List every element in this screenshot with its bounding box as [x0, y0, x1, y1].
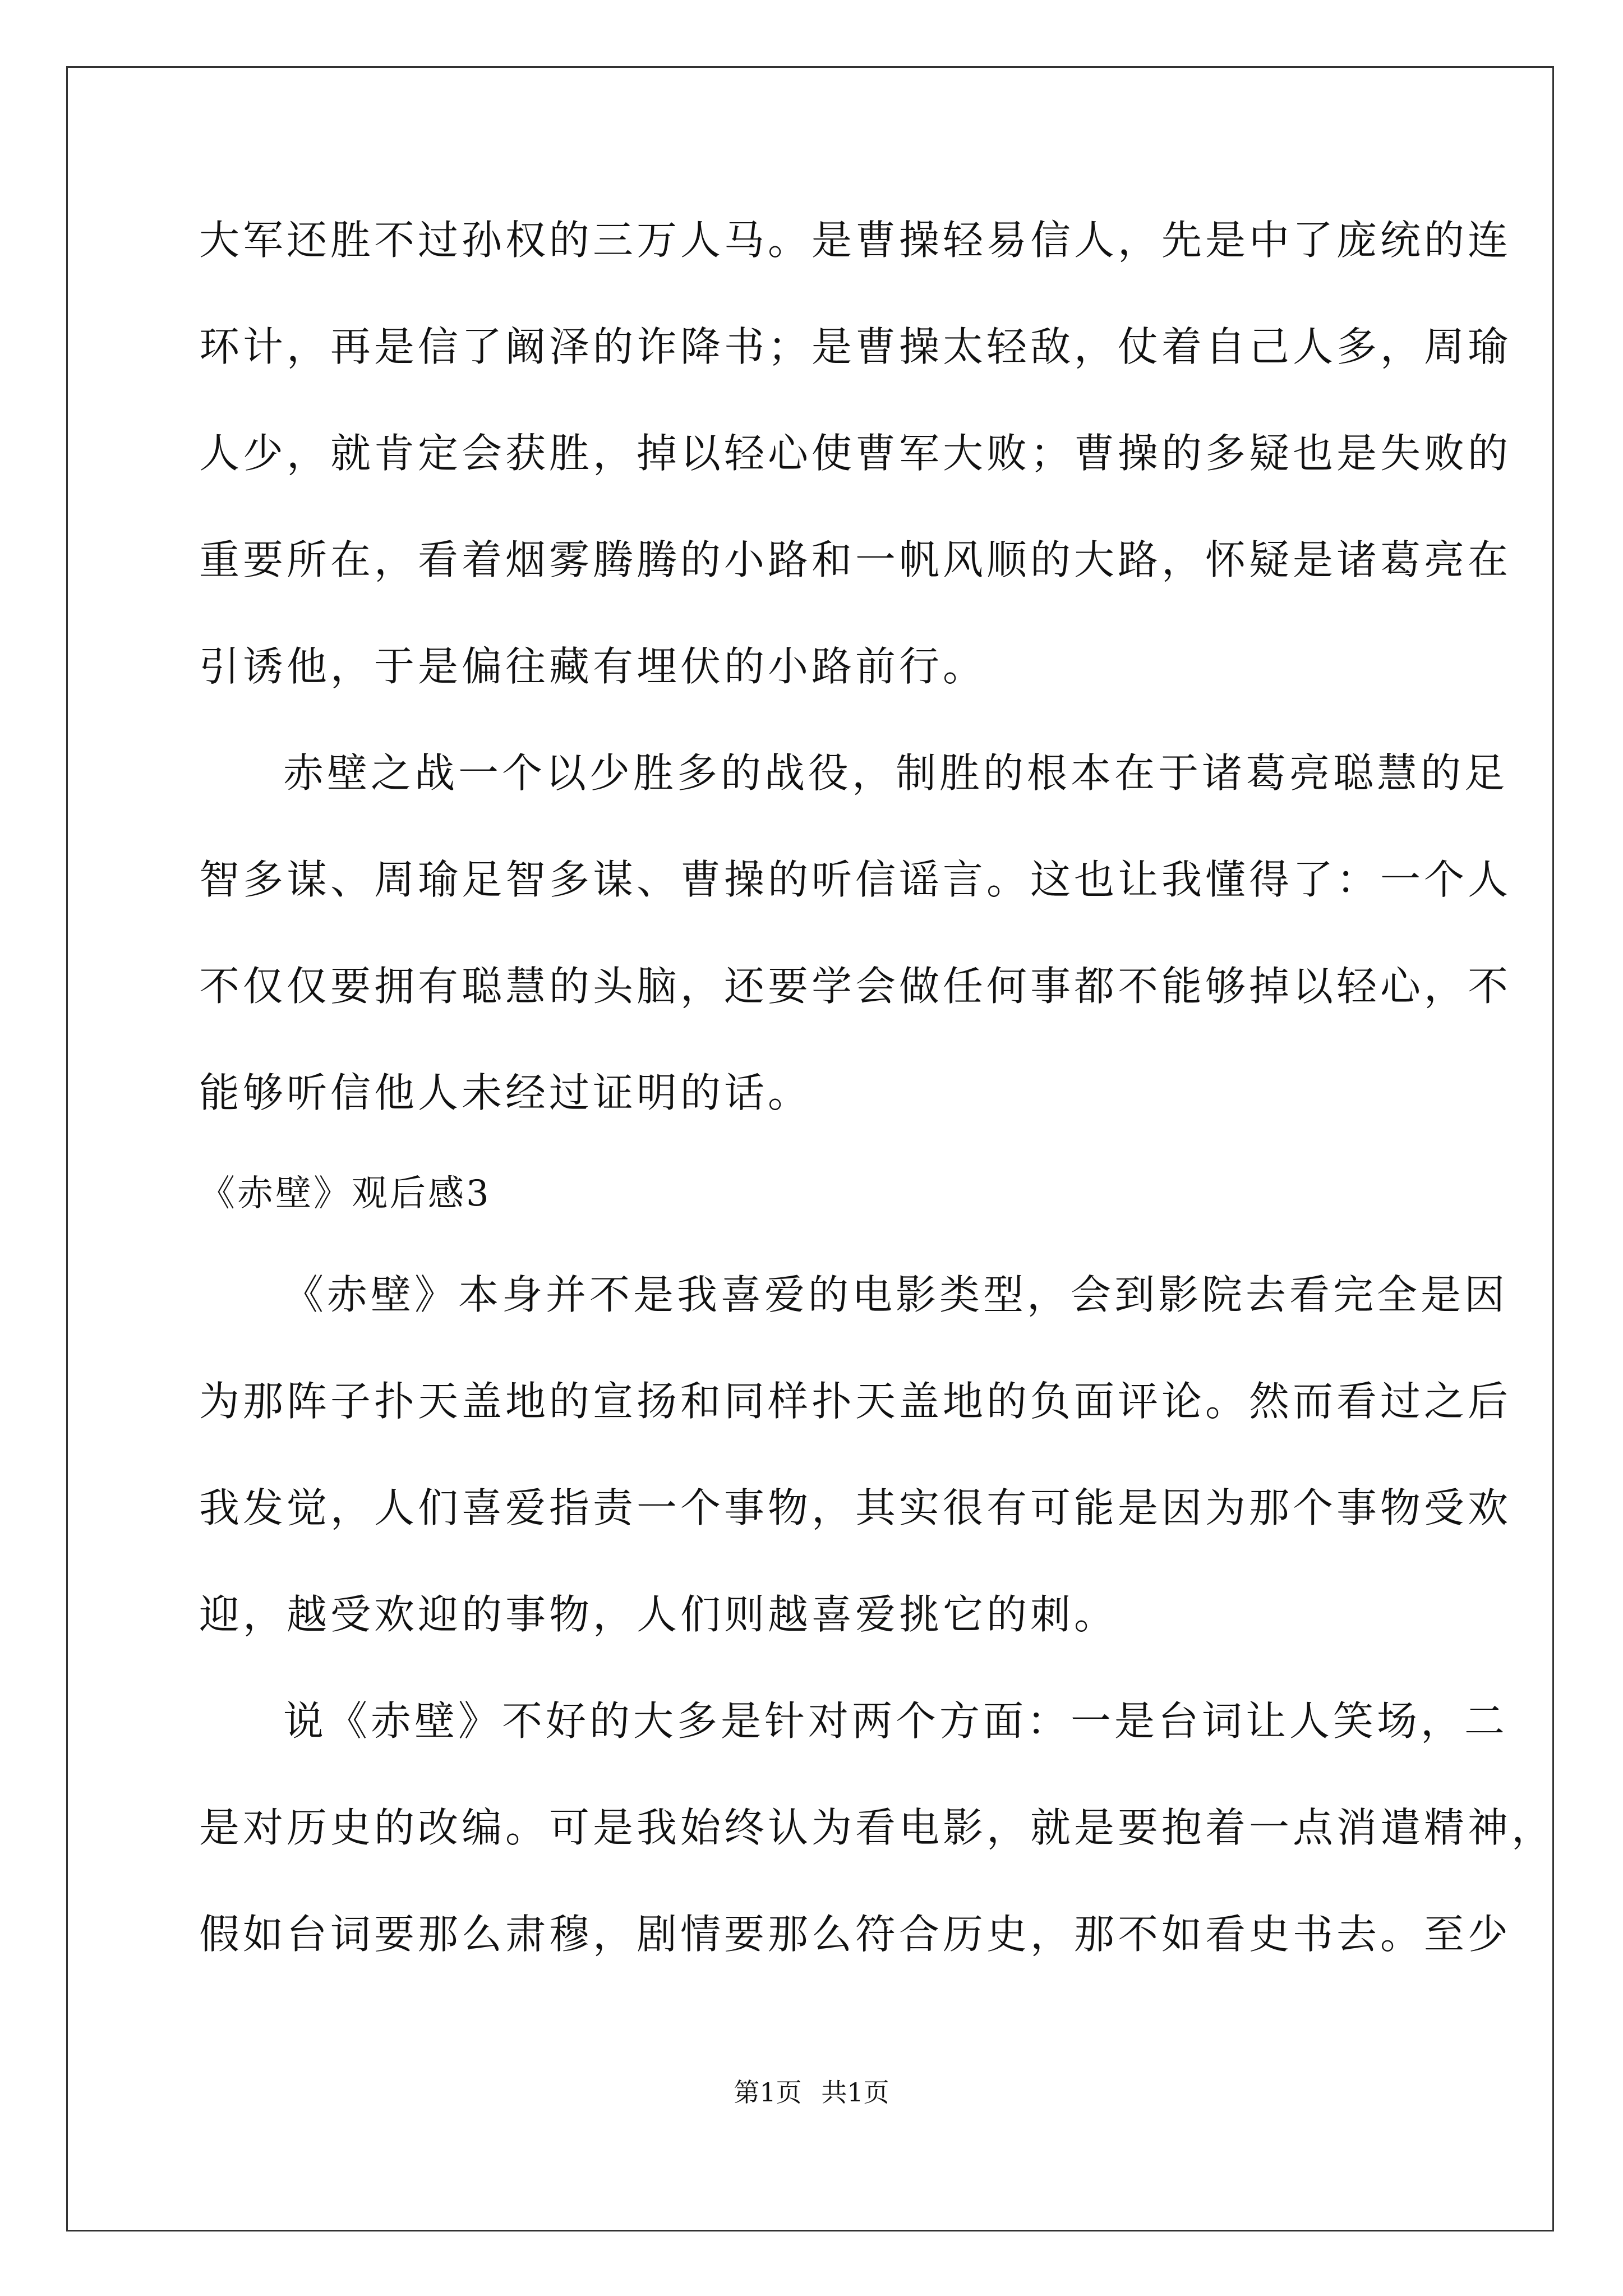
- text-line: 假如台词要那么肃穆，剧情要那么符合历史，那不如看史书去。至少: [199, 1911, 1512, 1958]
- text-line: 是对历史的改编。可是我始终认为看电影，就是要抱着一点消遣精神，: [199, 1804, 1556, 1851]
- text-line: 重要所在，看着烟雾腾腾的小路和一帆风顺的大路，怀疑是诸葛亮在: [199, 536, 1512, 583]
- paragraph-first-line: 赤壁之战一个以少胜多的战役，制胜的根本在于诸葛亮聪慧的足: [283, 749, 1509, 797]
- text-line: 不仅仅要拥有聪慧的头脑，还要学会做任何事都不能够掉以轻心，不: [199, 963, 1512, 1010]
- text-line: 为那阵子扑天盖地的宣扬和同样扑天盖地的负面评论。然而看过之后: [199, 1378, 1512, 1425]
- text-line: 人少，就肯定会获胜，掉以轻心使曹军大败；曹操的多疑也是失败的: [199, 430, 1512, 477]
- paragraph-first-line: 说《赤壁》不好的大多是针对两个方面：一是台词让人笑场，二: [283, 1697, 1509, 1745]
- page-total: 共1页: [821, 2077, 889, 2108]
- text-line: 智多谋、周瑜足智多谋、曹操的听信谣言。这也让我懂得了：一个人: [199, 856, 1512, 903]
- page-footer: [0, 2076, 1623, 2109]
- text-line: 环计，再是信了阚泽的诈降书；是曹操太轻敌，仗着自己人多，周瑜: [199, 323, 1512, 370]
- section-heading: 《赤壁》观后感3: [199, 1173, 491, 1214]
- text-line: 能够听信他人未经过证明的话。: [199, 1069, 812, 1116]
- text-line: 大军还胜不过孙权的三万人马。是曹操轻易信人，先是中了庞统的连: [199, 217, 1512, 264]
- text-line: 我发觉，人们喜爱指责一个事物，其实很有可能是因为那个事物受欢: [199, 1484, 1512, 1531]
- text-line: 迎，越受欢迎的事物，人们则越喜爱挑它的刺。: [199, 1591, 1118, 1638]
- page-number: 第1页: [734, 2077, 802, 2108]
- text-line: 引诱他，于是偏往藏有埋伏的小路前行。: [199, 643, 987, 690]
- paragraph-first-line: 《赤壁》本身并不是我喜爱的电影类型，会到影院去看完全是因: [283, 1271, 1509, 1318]
